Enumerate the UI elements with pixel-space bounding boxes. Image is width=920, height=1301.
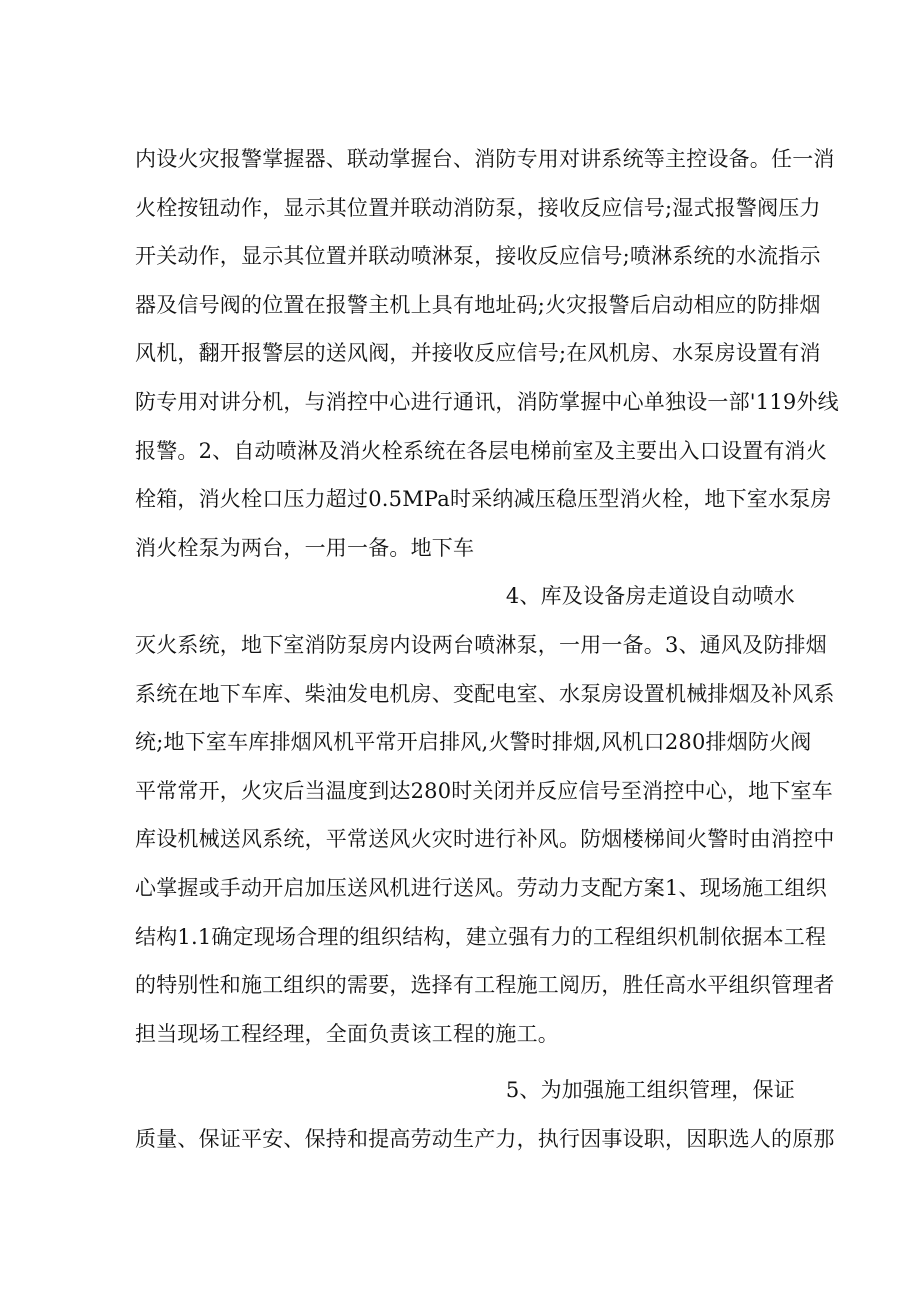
text-line: 防专用对讲分机，与消控中心进行通讯，消防掌握中心单独设一部'119外线 — [135, 389, 839, 414]
text-line: 风机，翻开报警层的送风阀，并接收反应信号;在风机房、水泵房设置有消 — [135, 341, 821, 366]
text-line: 消火栓泵为两台，一用一备。地下车 — [135, 535, 475, 560]
section-heading-line: 5、为加强施工组织管理，保证 — [505, 1078, 795, 1103]
text-line: 担当现场工程经理，全面负责该工程的施工。 — [135, 1021, 559, 1046]
text-line: 报警。2、自动喷淋及消火栓系统在各层电梯前室及主要出入口设置有消火 — [135, 438, 827, 463]
text-line: 库设机械送风系统，平常送风火灾时进行补风。防烟楼梯间火警时由消控中 — [135, 827, 835, 852]
text-line: 灭火系统，地下室消防泵房内设两台喷淋泵，一用一备。3、通风及防排烟 — [135, 632, 827, 657]
text-line: 质量、保证平安、保持和提高劳动生产力，执行因事设职，因职选人的原那 — [135, 1126, 835, 1151]
text-line: 器及信号阀的位置在报警主机上具有地址码;火灾报警后启动相应的防排烟 — [135, 292, 821, 317]
text-line: 统;地下室车库排烟风机平常开启排风,火警时排烟,风机口280排烟防火阀 — [135, 730, 812, 755]
text-line: 内设火灾报警掌握器、联动掌握台、消防专用对讲系统等主控设备。任一消 — [135, 147, 835, 171]
text-line: 的特别性和施工组织的需要，选择有工程施工阅历，胜任高水平组织管理者 — [135, 973, 835, 998]
text-line: 开关动作，显示其位置并联动喷淋泵，接收反应信号;喷淋系统的水流指示 — [135, 244, 821, 269]
text-line: 系统在地下车库、柴油发电机房、变配电室、水泵房设置机械排烟及补风系 — [135, 681, 835, 706]
text-line: 结构1.1确定现场合理的组织结构，建立强有力的工程组织机制依据本工程 — [135, 924, 827, 949]
section-heading-line: 4、库及设备房走道设自动喷水 — [505, 584, 795, 609]
text-line: 平常常开，火灾后当温度到达280时关闭并反应信号至消控中心，地下室车 — [135, 778, 833, 803]
text-line: 栓箱，消火栓口压力超过0.5MPa时采纳减压稳压型消火栓，地下室水泵房 — [135, 487, 832, 512]
document-body — [135, 135, 839, 1163]
text-line: 心掌握或手动开启加压送风机进行送风。劳动力支配方案1、现场施工组织 — [135, 875, 827, 900]
text-line: 火栓按钮动作，显示其位置并联动消防泵，接收反应信号;湿式报警阀压力 — [135, 195, 821, 220]
paragraph-gap — [135, 1058, 795, 1066]
